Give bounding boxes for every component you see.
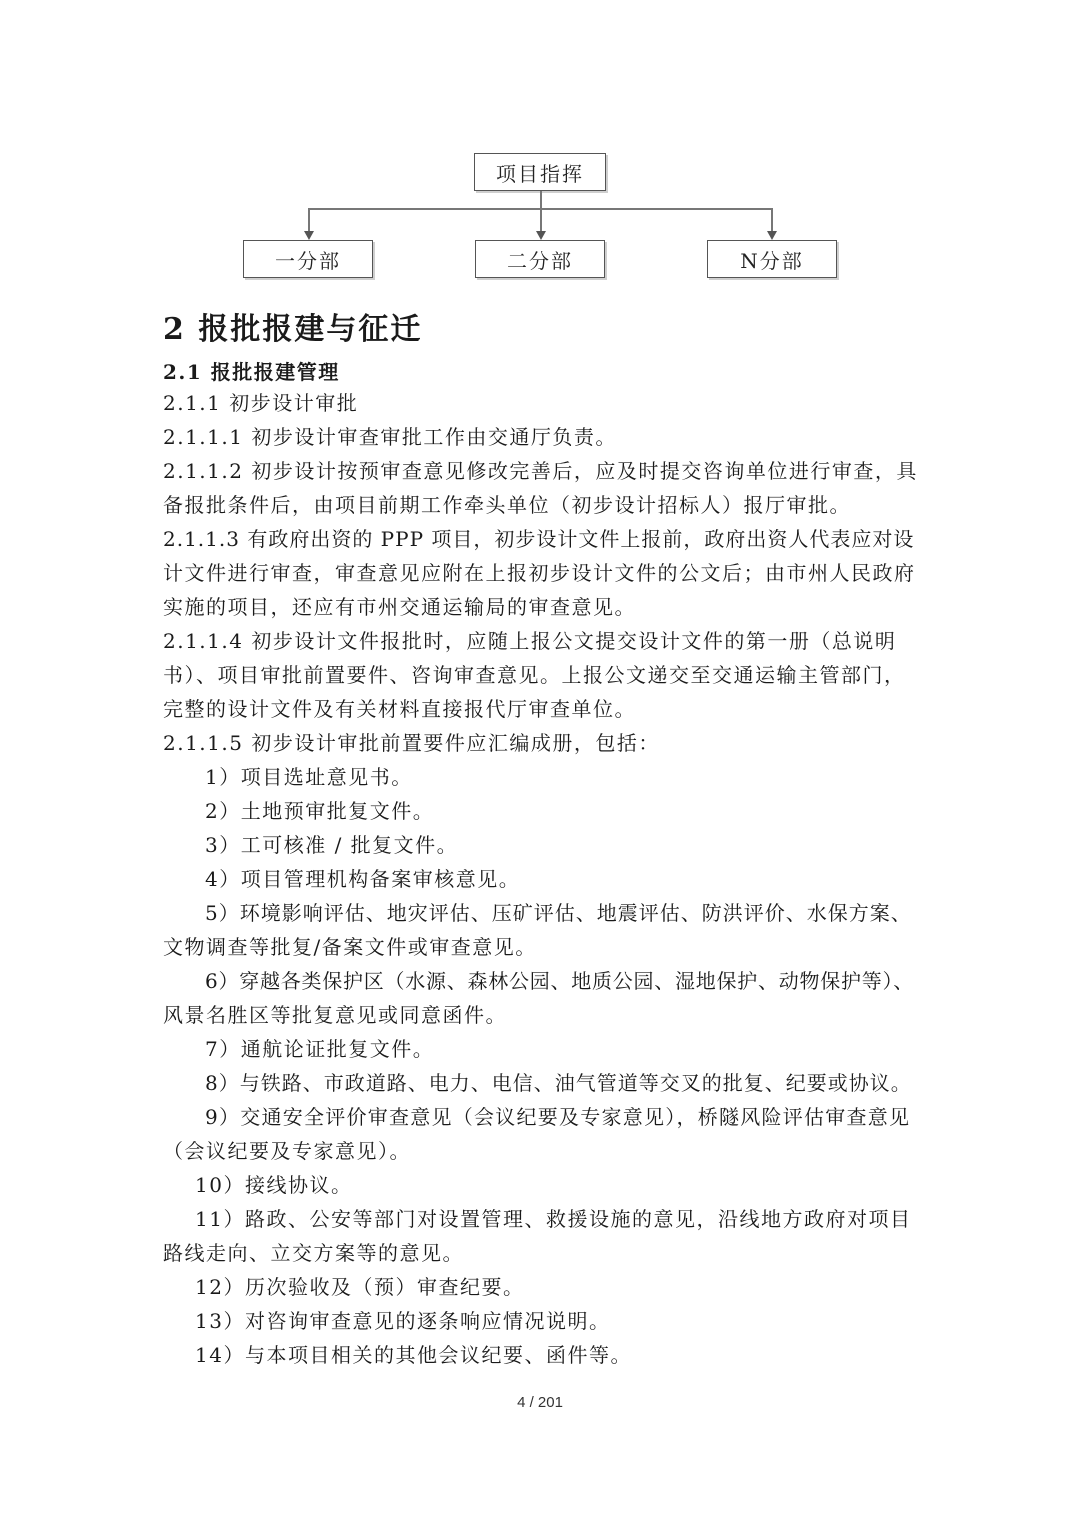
subsection-heading: 2.1 报批报建管理 [163,360,340,384]
connector-right [771,208,773,232]
list-item-continuation: 风景名胜区等批复意见或同意函件。 [163,1003,507,1027]
text-line: 书）、项目审批前置要件、咨询审查意见。上报公文递交至交通运输主管部门， [163,663,906,687]
list-item: 7）通航论证批复文件。 [205,1037,435,1061]
list-item: 10）接线协议。 [195,1173,353,1197]
connector-middle [540,208,542,232]
arrow-middle [536,231,546,240]
list-item: 1）项目选址意见书。 [205,765,413,789]
list-item: 6）穿越各类保护区（水源、森林公园、地质公园、湿地保护、动物保护等）、 [205,969,914,993]
text-line: 2.1.1.5 初步设计审批前置要件应汇编成册，包括： [163,731,660,755]
org-box-child-3: N分部 [707,240,837,278]
list-item-continuation: （会议纪要及专家意见）。 [163,1139,411,1163]
connector-left [308,208,310,232]
list-item: 9）交通安全评价审查意见（会议纪要及专家意见），桥隧风险评估审查意见 [205,1105,911,1129]
list-item: 4）项目管理机构备案审核意见。 [205,867,521,891]
text-line: 2.1.1.1 初步设计审查审批工作由交通厅负责。 [163,425,617,449]
section-heading: 2 报批报建与征迁 [163,312,423,347]
text-line: 2.1.1.2 初步设计按预审查意见修改完善后，应及时提交咨询单位进行审查，具 [163,459,918,483]
page-number: 4 / 201 [517,1394,563,1411]
org-box-child-2: 二分部 [475,240,605,278]
text-line: 2.1.1 初步设计审批 [163,391,359,415]
connector-vertical-top [540,191,542,209]
list-item: 8）与铁路、市政道路、电力、电信、油气管道等交叉的批复、纪要或协议。 [205,1071,912,1095]
text-line: 完整的设计文件及有关材料直接报代厅审查单位。 [163,697,636,721]
arrow-right [767,231,777,240]
org-box-child-1: 一分部 [243,240,373,278]
list-item-continuation: 文物调查等批复/备案文件或审查意见。 [163,935,537,959]
list-item: 5）环境影响评估、地灾评估、压矿评估、地震评估、防洪评价、水保方案、 [205,901,912,925]
list-item: 11）路政、公安等部门对设置管理、救援设施的意见，沿线地方政府对项目 [195,1207,912,1231]
list-item: 14）与本项目相关的其他会议纪要、函件等。 [195,1343,632,1367]
list-item-continuation: 路线走向、立交方案等的意见。 [163,1241,464,1265]
list-item: 12）历次验收及（预）审查纪要。 [195,1275,525,1299]
list-item: 13）对咨询审查意见的逐条响应情况说明。 [195,1309,611,1333]
org-box-top: 项目指挥 [474,153,606,191]
text-line: 2.1.1.3 有政府出资的 PPP 项目，初步设计文件上报前，政府出资人代表应对设 [163,527,915,551]
list-item: 3）工可核准 / 批复文件。 [205,833,459,857]
text-line: 实施的项目，还应有市州交通运输局的审查意见。 [163,595,636,619]
list-item: 2）土地预审批复文件。 [205,799,435,823]
text-line: 2.1.1.4 初步设计文件报批时，应随上报公文提交设计文件的第一册（总说明 [163,629,897,653]
arrow-left [304,231,314,240]
text-line: 计文件进行审查，审查意见应附在上报初步设计文件的公文后；由市州人民政府 [163,561,916,585]
text-line: 备报批条件后，由项目前期工作牵头单位（初步设计招标人）报厅审批。 [163,493,851,517]
